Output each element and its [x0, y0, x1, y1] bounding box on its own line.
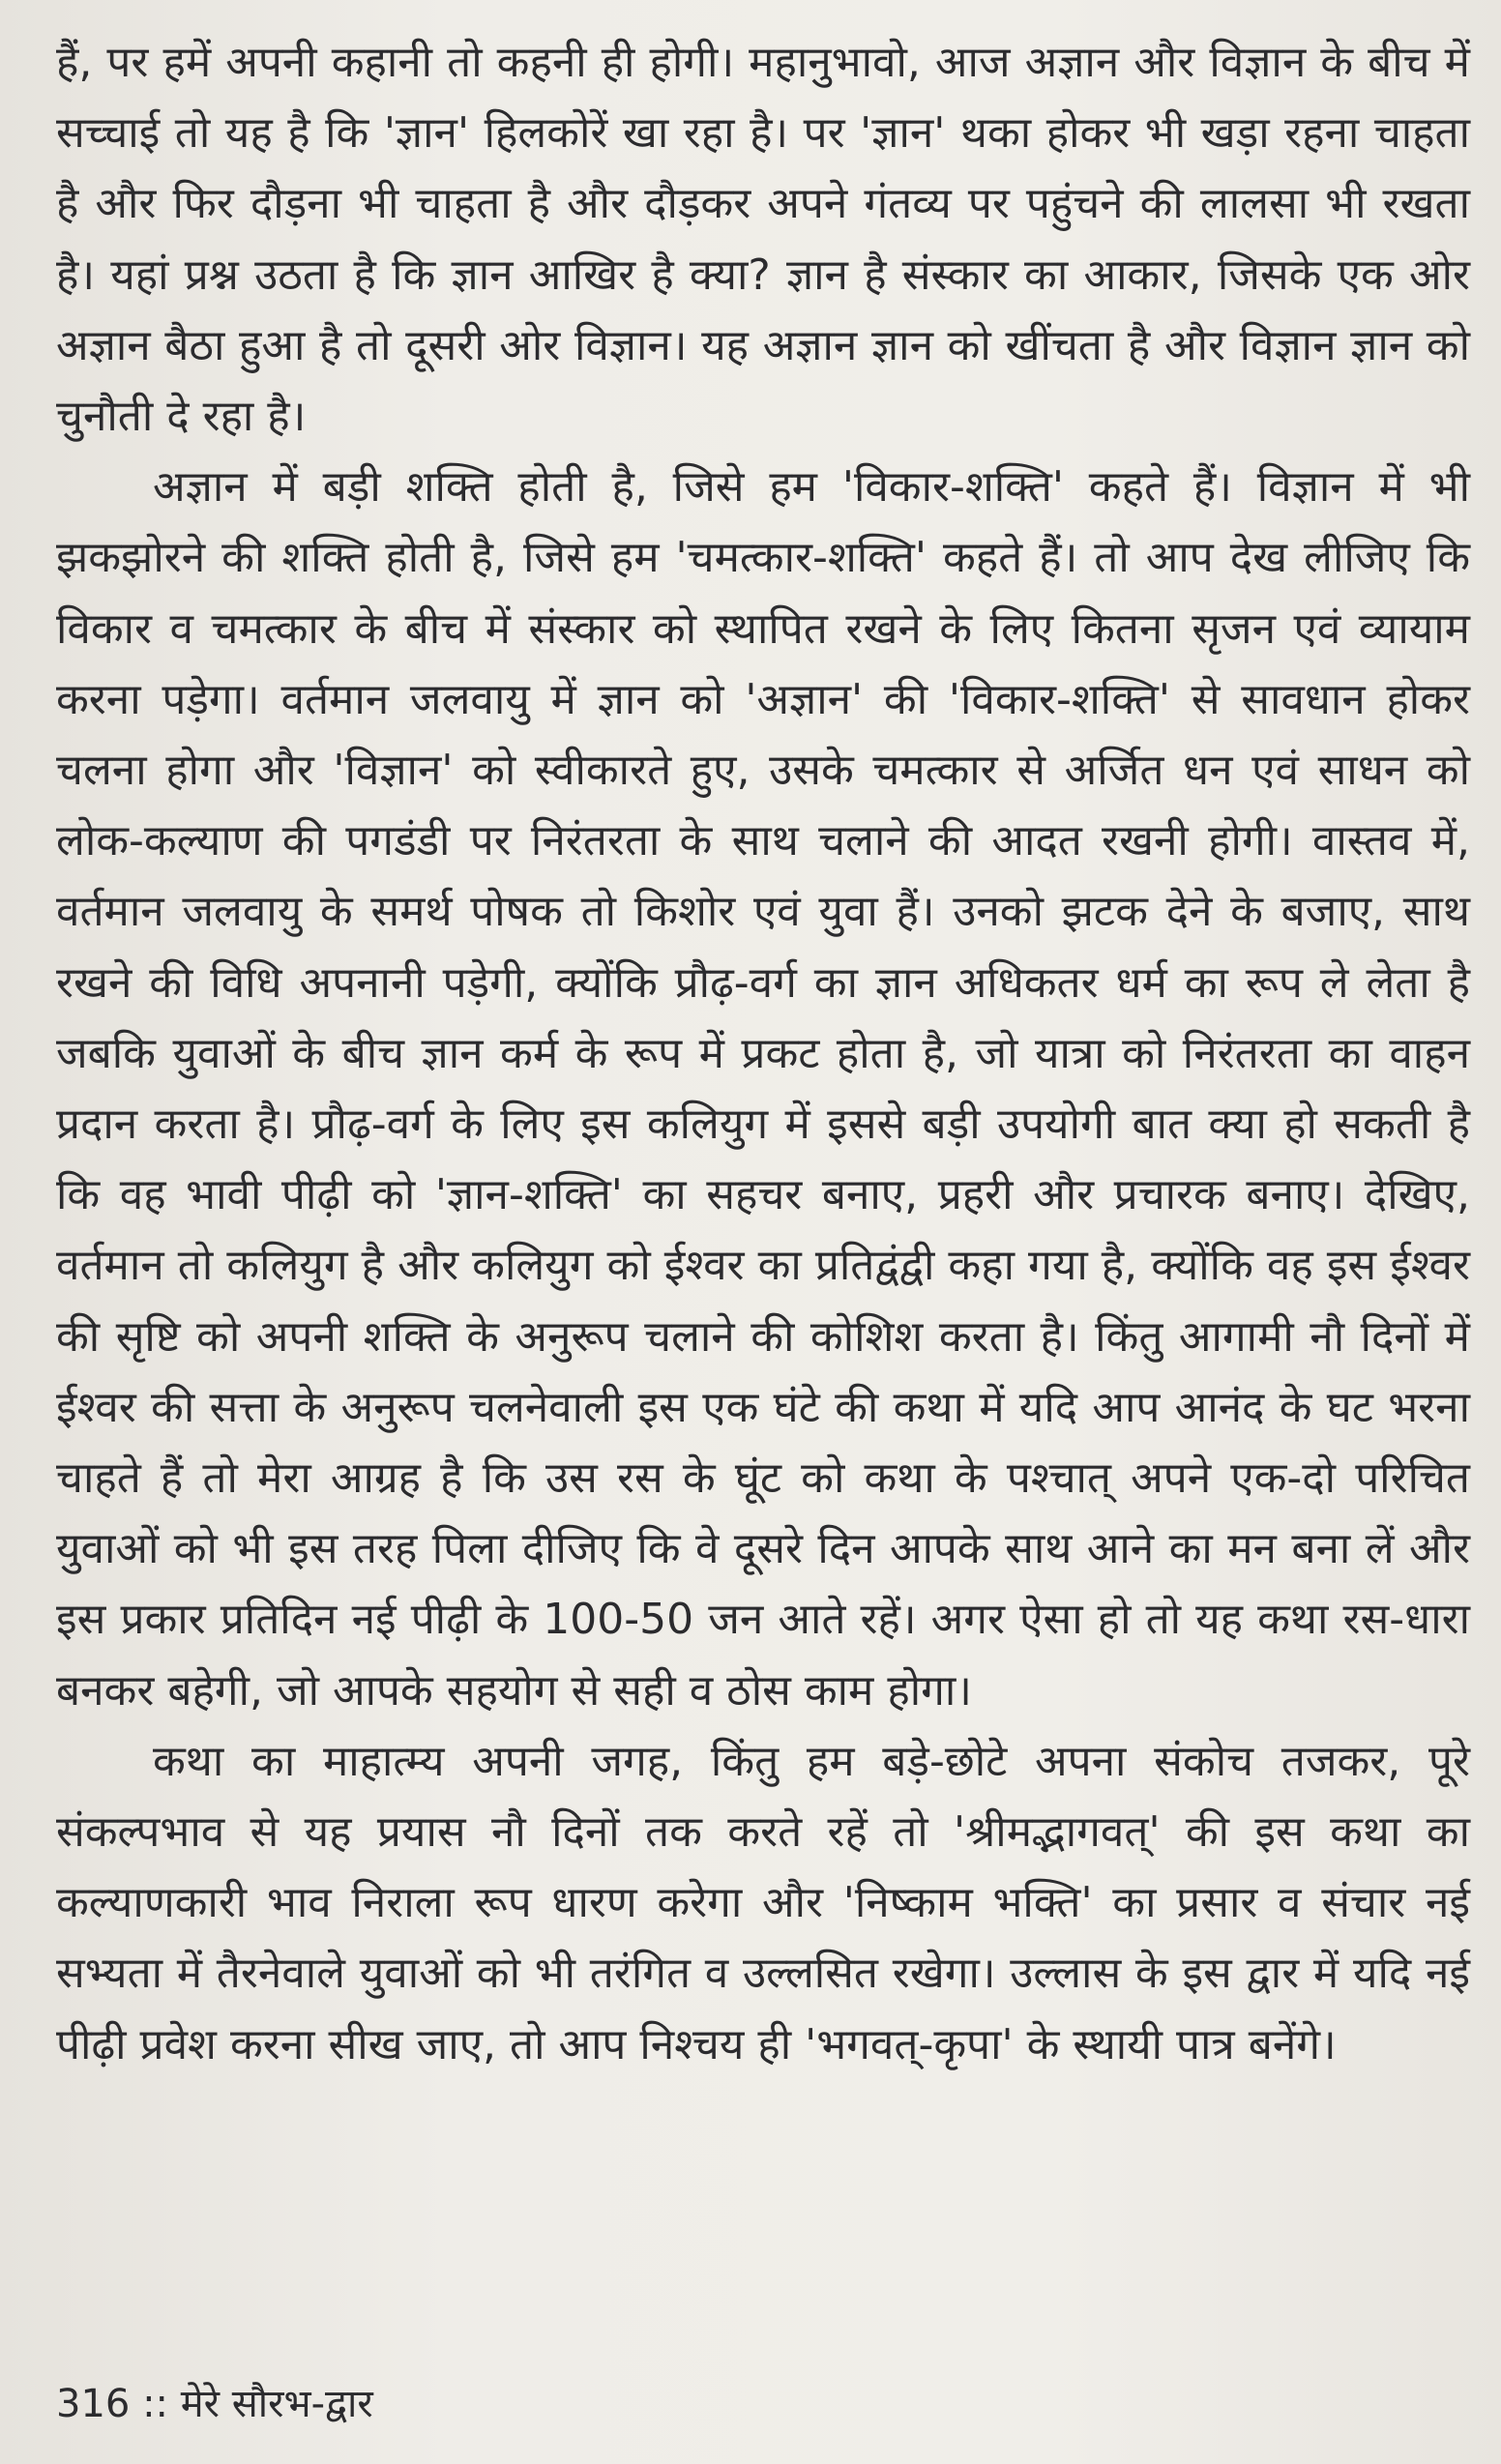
- page-body-text: [56, 27, 1470, 2080]
- paragraph-3: कथा का माहात्म्य अपनी जगह, किंतु हम बड़े-छोटे अपना संकोच तजकर, पूरे संकल्पभाव से यह प्रयास नौ दिनों तक करते रहें तो 'श्रीमद्भागवत्' की इस कथा का कल्याणकारी भाव निराला रूप धारण करेगा और 'निष्काम भक्ति' का प्रसार व संचार नई सभ्यता में तैरनेवाले युवाओं को भी तरंगित व उल्लसित रखेगा। उल्लास के इस द्वार में यदि नई पीढ़ी प्रवेश करना सीख जाए, तो आप निश्चय ही 'भगवत्-कृपा' के स्थायी पात्र बनेंगे।: [56, 1736, 1470, 2069]
- paragraph-2: अज्ञान में बड़ी शक्ति होती है, जिसे हम 'विकार-शक्ति' कहते हैं। विज्ञान में भी झकझोरने की शक्ति होती है, जिसे हम 'चमत्कार-शक्ति' कहते हैं। तो आप देख लीजिए कि विकार व चमत्कार के बीच में संस्कार को स्थापित रखने के लिए कितना सृजन एवं व्यायाम करना पड़ेगा। वर्तमान जलवायु में ज्ञान को 'अज्ञान' की 'विकार-शक्ति' से सावधान होकर चलना होगा और 'विज्ञान' को स्वीकारते हुए, उसके चमत्कार से अर्जित धन एवं साधन को लोक-कल्याण की पगडंडी पर निरंतरता के साथ चलाने की आदत रखनी होगी। वास्तव में, वर्तमान जलवायु के समर्थ पोषक तो किशोर एवं युवा हैं। उनको झटक देने के बजाए, साथ रखने की विधि अपनानी पड़ेगी, क्योंकि प्रौढ़-वर्ग का ज्ञान अधिकतर धर्म का रूप ले लेता है जबकि युवाओं के बीच ज्ञान कर्म के रूप में प्रकट होता है, जो यात्रा को निरंतरता का वाहन प्रदान करता है। प्रौढ़-वर्ग के लिए इस कलियुग में इससे बड़ी उपयोगी बात क्या हो सकती है कि वह भावी पीढ़ी को 'ज्ञान-शक्ति' का सहचर बनाए, प्रहरी और प्रचारक बनाए। देखिए, वर्तमान तो कलियुग है और कलियुग को ईश्वर का प्रतिद्वंद्वी कहा गया है, क्योंकि वह इस ईश्वर की सृष्टि को अपनी शक्ति के अनुरूप चलाने की कोशिश करता है। किंतु आगामी नौ दिनों में ईश्वर की सत्ता के अनुरूप चलनेवाली इस एक घंटे की कथा में यदि आप आनंद के घट भरना चाहते हैं तो मेरा आग्रह है कि उस रस के घूंट को कथा के पश्चात् अपने एक-दो परिचित युवाओं को भी इस तरह पिला दीजिए कि वे दूसरे दिन आपके साथ आने का मन बना लें और इस प्रकार प्रतिदिन नई पीढ़ी के 100-50 जन आते रहें। अगर ऐसा हो तो यह कथा रस-धारा बनकर बहेगी, जो आपके सहयोग से सही व ठोस काम होगा।: [56, 462, 1470, 1716]
- page-footer: [56, 2377, 373, 2431]
- paragraph-1: हैं, पर हमें अपनी कहानी तो कहनी ही होगी। महानुभावो, आज अज्ञान और विज्ञान के बीच में सच्चाई तो यह है कि 'ज्ञान' हिलकोरें खा रहा है। पर 'ज्ञान' थका होकर भी खड़ा रहना चाहता है और फिर दौड़ना भी चाहता है और दौड़कर अपने गंतव्य पर पहुंचने की लालसा भी रखता है। यहां प्रश्न उठता है कि ज्ञान आखिर है क्या? ज्ञान है संस्कार का आकार, जिसके एक ओर अज्ञान बैठा हुआ है तो दूसरी ओर विज्ञान। यह अज्ञान ज्ञान को खींचता है और विज्ञान ज्ञान को चुनौती दे रहा है।: [56, 38, 1470, 442]
- footer-separator: ::: [142, 2382, 169, 2426]
- page-number: 316: [56, 2382, 131, 2426]
- running-book-title: मेरे सौरभ-द्वार: [180, 2382, 373, 2426]
